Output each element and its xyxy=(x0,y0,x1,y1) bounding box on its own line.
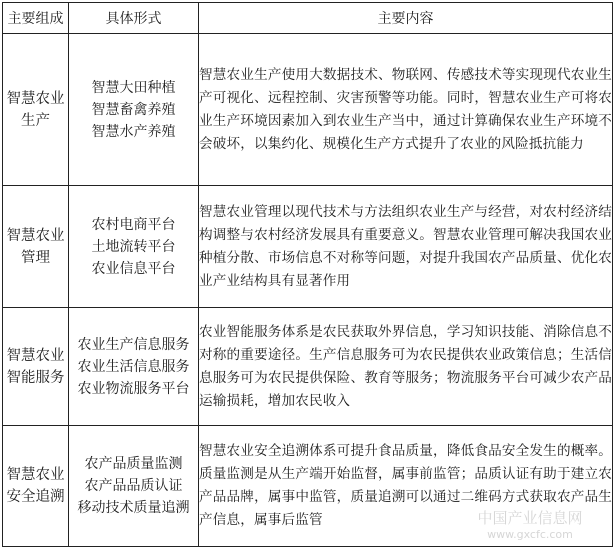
row-forms xyxy=(69,426,199,547)
component-line: 智慧农业 xyxy=(6,347,65,364)
row-component xyxy=(3,426,69,547)
header-row xyxy=(3,3,613,34)
table-row xyxy=(3,34,613,186)
component-line: 智慧农业 xyxy=(6,90,65,107)
form-item: 农业物流服务平台 xyxy=(77,380,190,397)
header-component: 主要组成 xyxy=(3,3,69,34)
row-component xyxy=(3,308,69,426)
form-item: 农业信息平台 xyxy=(91,260,176,277)
component-line: 智慧农业 xyxy=(6,227,65,244)
header-content: 主要内容 xyxy=(199,3,613,34)
row-content: 智慧农业安全追溯体系可提升食品质量，降低食品安全发生的概率。质量监测是从生产端开始监督，属事前监管；品质认证有助于建立农产品品牌，属事中监管，质量追溯可以通过二维码方式获取农产品生产信息，属事后监管 xyxy=(199,426,613,547)
table-row xyxy=(3,186,613,308)
table-row xyxy=(3,308,613,426)
component-line: 智能服务 xyxy=(6,369,65,386)
form-item: 农产品质量监测 xyxy=(84,456,183,472)
svg-text:www.gxcfc.com: www.gxcfc.com xyxy=(487,528,573,541)
form-item: 农业生活信息服务 xyxy=(77,358,190,375)
form-item: 农村电商平台 xyxy=(91,216,176,233)
row-content: 农业智能服务体系是农民获取外界信息，学习知识技能、消除信息不对称的重要途径。生产信息服务可为农民提供农业政策信息；生活信息服务可为农民提供保险、教育等服务；物流服务平台可减少农产品运输损耗，增加农民收入 xyxy=(199,308,613,426)
svg-text:中国产业信息网: 中国产业信息网 xyxy=(477,509,583,527)
row-content: 智慧农业管理以现代技术与方法组织农业生产与经营，对农村经济结构调整与农村经济发展具有重要意义。智慧农业管理可解决我国农业种植分散、市场信息不对称等问题，对提升我国农产品质量、优化农业产业结构具有显著作用 xyxy=(199,186,613,308)
form-item: 农产品品质认证 xyxy=(84,478,183,494)
component-line: 管理 xyxy=(21,249,50,266)
form-item: 智慧水产养殖 xyxy=(91,123,176,140)
component-line: 智慧农业 xyxy=(6,467,65,483)
header-forms: 具体形式 xyxy=(69,3,199,34)
agriculture-table xyxy=(2,2,613,547)
row-component xyxy=(3,34,69,186)
row-content: 智慧农业生产使用大数据技术、物联网、传感技术等实现现代农业生产可视化、远程控制、灾害预警等功能。同时，智慧农业生产可将农业生产环境因素加入到农业生产当中，通过计算确保农业生产环境不会破坏，以集约化、规模化生产方式提升了农业的风险抵抗能力 xyxy=(199,34,613,186)
form-item: 土地流转平台 xyxy=(91,238,176,255)
row-component xyxy=(3,186,69,308)
form-item: 智慧畜禽养殖 xyxy=(91,101,176,118)
form-item: 智慧大田种植 xyxy=(91,79,176,96)
component-line: 安全追溯 xyxy=(6,489,65,505)
component-line: 生产 xyxy=(21,112,50,129)
row-forms xyxy=(69,186,199,308)
row-forms xyxy=(69,308,199,426)
row-forms xyxy=(69,34,199,186)
form-item: 移动技术质量追溯 xyxy=(77,500,190,516)
watermark-logo xyxy=(455,507,605,543)
form-item: 农业生产信息服务 xyxy=(77,336,190,353)
